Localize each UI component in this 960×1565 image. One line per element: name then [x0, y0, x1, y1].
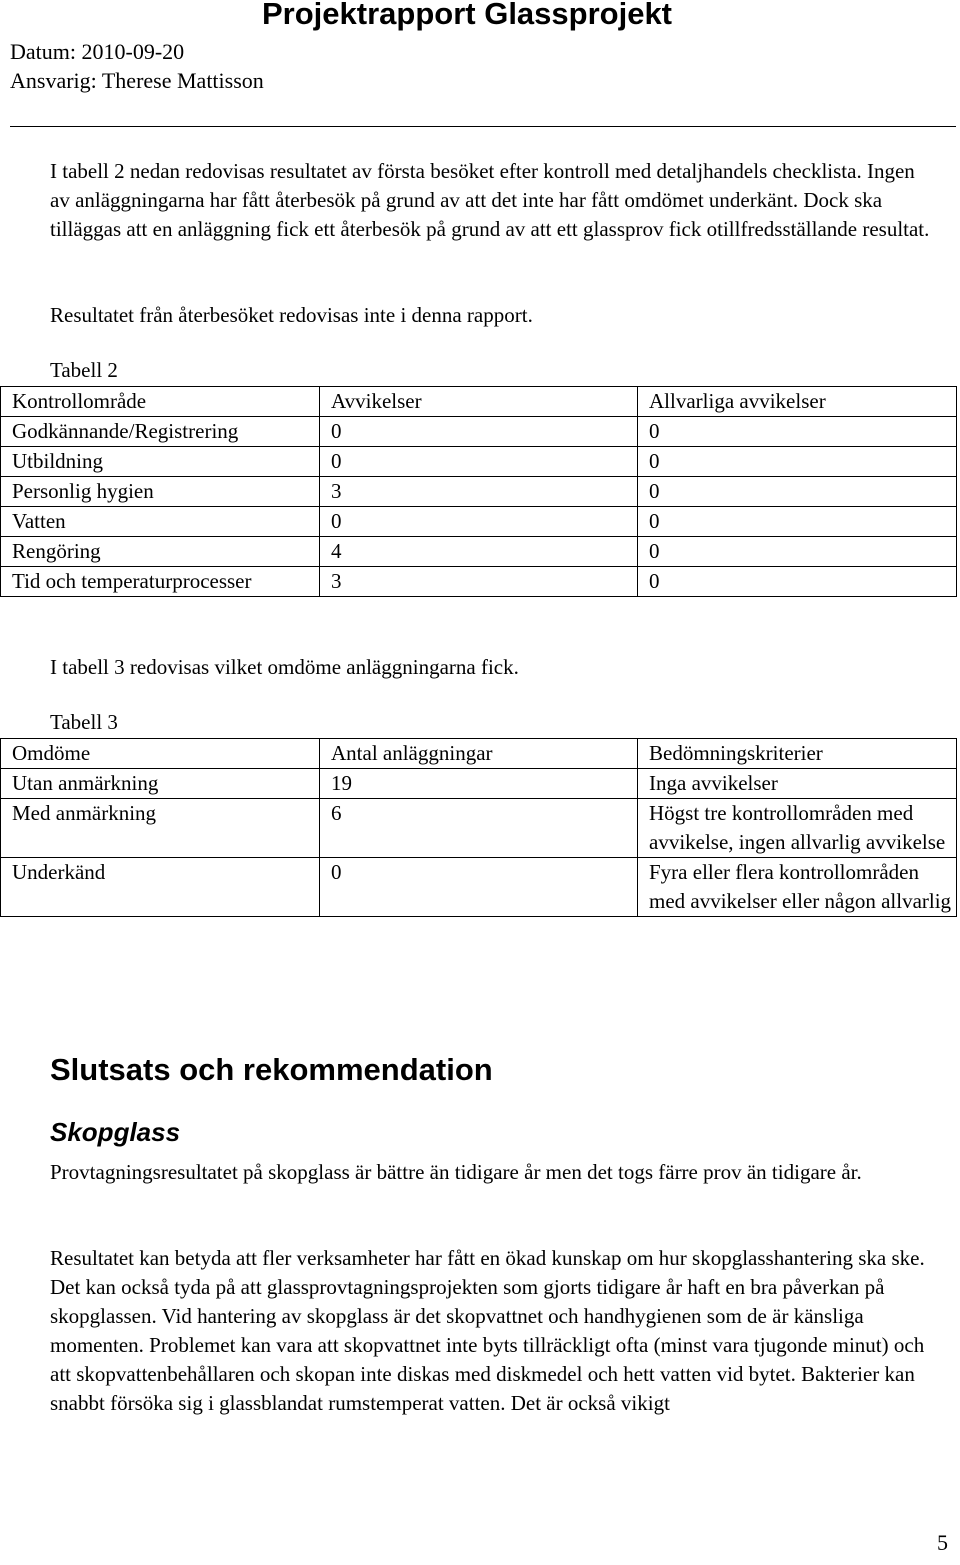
- table-cell: 3: [320, 477, 638, 507]
- table-cell: 0: [638, 567, 957, 597]
- table-cell: 0: [638, 537, 957, 567]
- table-row: [1, 507, 957, 537]
- table-cell: 3: [320, 567, 638, 597]
- table-cell: 6: [320, 799, 638, 858]
- table2-header-cell: Allvarliga avvikelser: [638, 387, 957, 417]
- table2-caption: Tabell 2: [50, 358, 118, 382]
- intro-note: Resultatet från återbesöket redovisas inte i denna rapport.: [50, 303, 533, 327]
- subsection-heading: Skopglass: [50, 1117, 181, 1147]
- table-row: [1, 858, 957, 917]
- table3-header-cell: Bedömningskriterier: [638, 739, 957, 769]
- table-cell: Rengöring: [1, 537, 320, 567]
- table-cell: Godkännande/Registrering: [1, 417, 320, 447]
- table-cell: 4: [320, 537, 638, 567]
- table-cell: 0: [638, 477, 957, 507]
- table-row: [1, 567, 957, 597]
- table-cell: Högst tre kontrollområden med avvikelse, ingen allvarlig avvikelse: [638, 799, 957, 858]
- table-cell: Underkänd: [1, 858, 320, 917]
- table-cell: 0: [638, 417, 957, 447]
- table-cell: 0: [638, 447, 957, 477]
- table3-intro: I tabell 3 redovisas vilket omdöme anläggningarna fick.: [50, 655, 519, 679]
- table-cell: Med anmärkning: [1, 799, 320, 858]
- table2-header-cell: Kontrollområde: [1, 387, 320, 417]
- table-cell: 0: [320, 858, 638, 917]
- table3-header-cell: Omdöme: [1, 739, 320, 769]
- table2-header-cell: Avvikelser: [320, 387, 638, 417]
- table-row: [1, 799, 957, 858]
- table-row: [1, 477, 957, 507]
- table3: [0, 738, 957, 917]
- header-divider: [10, 126, 956, 127]
- table-cell: 0: [320, 417, 638, 447]
- table-row: [1, 537, 957, 567]
- table-cell: Utan anmärkning: [1, 769, 320, 799]
- table-cell: 0: [320, 507, 638, 537]
- conclusion-paragraph: Provtagningsresultatet på skopglass är bättre än tidigare år men det togs färre prov än tidigare år.: [50, 1160, 862, 1184]
- table3-header-cell: Antal anläggningar: [320, 739, 638, 769]
- table-cell: 0: [320, 447, 638, 477]
- report-responsible: Ansvarig: Therese Mattisson: [10, 68, 264, 93]
- table-cell: Inga avvikelser: [638, 769, 957, 799]
- table-row: [1, 417, 957, 447]
- table-cell: 0: [638, 507, 957, 537]
- intro-paragraph: I tabell 2 nedan redovisas resultatet av första besöket efter kontroll med detaljhandels checklista. Ingen av anläggningarna har fått återbesök på grund av att det inte har fått omdömet underkänt. Dock ska tilläggas att en anläggning fick ett återbesök på grund av att ett glassprov fick otillfredsställande resultat.: [50, 159, 930, 241]
- table2: [0, 386, 957, 597]
- table3-caption: Tabell 3: [50, 710, 118, 734]
- table3-header-row: [1, 739, 957, 769]
- table-row: [1, 769, 957, 799]
- table-cell: Fyra eller flera kontrollområden med avvikelser eller någon allvarlig: [638, 858, 957, 917]
- page-number: 5: [937, 1530, 948, 1555]
- table-cell: Utbildning: [1, 447, 320, 477]
- table-cell: Personlig hygien: [1, 477, 320, 507]
- section-heading: Slutsats och rekommendation: [50, 1052, 493, 1087]
- report-date: Datum: 2010-09-20: [10, 39, 185, 64]
- table2-header-row: [1, 387, 957, 417]
- table-cell: 19: [320, 769, 638, 799]
- document-title: Projektrapport Glassprojekt: [262, 0, 673, 31]
- conclusion-paragraph: Resultatet kan betyda att fler verksamheter har fått en ökad kunskap om hur skopglasshantering ska ske. Det kan också tyda på att glassprovtagningsprojekten som gjorts tidigare år haft en bra påverkan på skopglassen. Vid hantering av skopglass är det skopvattnet och handhygienen som de är känsliga momenten. Problemet kan vara att skopvattnet inte byts tillräckligt ofta (minst vara tjugonde minut) och att skopvattenbehållaren och skopan inte diskas med diskmedel och hett vatten vid bytet. Bakterier kan snabbt försöka sig i glassblandat rumstemperat vatten. Det är också vikigt: [50, 1246, 925, 1415]
- table-cell: Vatten: [1, 507, 320, 537]
- table-row: [1, 447, 957, 477]
- table-cell: Tid och temperaturprocesser: [1, 567, 320, 597]
